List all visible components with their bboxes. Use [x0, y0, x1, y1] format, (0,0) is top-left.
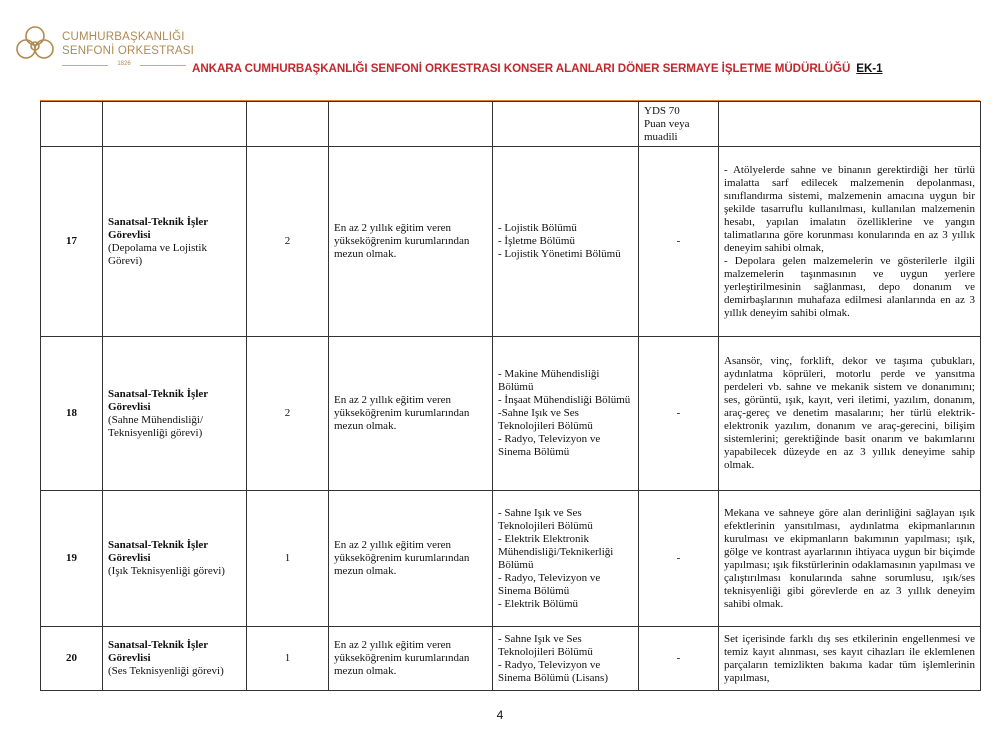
education-requirement: En az 2 yıllık eğitim veren yükseköğrenim kurumlarından mezun olmak. [329, 147, 493, 337]
description-paragraph: Mekana ve sahneye göre alan derinliğini sağlayan ışık efektlerinin yansıtılması, aydınlatma ekipmanlarının kurulması ve ekipmanların bakımının yapılması; ışık, gölge ve kontrast ayarlarının ihtiyaca uygun bir biçimde yapılması; ışık fikstürlerinin odaklamasının yapılması ve çalıştırılması konularında sahne sorumlusu, ışık/ses teknisyenliği gibi görevlerde en az 3 yıllık deneyim sahibi olmak. [724, 506, 975, 610]
row-number: 17 [41, 147, 103, 337]
department-item: - İnşaat Mühendisliği Bölümü [498, 394, 631, 406]
position-title: Sanatsal-Teknik İşler Görevlisi [108, 387, 208, 413]
department-item: - Lojistik Bölümü [498, 222, 577, 234]
position-cell [103, 627, 247, 691]
document-title [192, 62, 883, 75]
description-paragraph: Set içerisinde farklı dış ses etkilerinin engellenmesi ve temiz kayıt alınması, ses kayıt cihazları ile eklemlenen parçaların temizlikten bakıma kadar tüm işlemlerinin yapılması, [724, 632, 975, 684]
cell [41, 102, 103, 147]
yds-line: muadili [644, 130, 678, 143]
position-subtitle: (Işık Teknisyenliği görevi) [108, 565, 225, 577]
department-item: - Lojistik Yönetimi Bölümü [498, 248, 621, 260]
department-item: - Sahne Işık ve Ses Teknolojileri Bölümü [498, 506, 593, 532]
department-item: - Radyo, Televizyon ve Sinema Bölümü (Lisans) [498, 658, 608, 684]
education-requirement: En az 2 yıllık eğitim veren yükseköğrenim kurumlarından mezun olmak. [329, 491, 493, 627]
experience-description [719, 147, 981, 337]
position-count: 1 [247, 491, 329, 627]
department-item: - Makine Mühendisliği Bölümü [498, 368, 600, 393]
department-item: - Radyo, Televizyon ve Sinema Bölümü [498, 433, 601, 458]
departments-cell [493, 337, 639, 491]
experience-description [719, 491, 981, 627]
yds-line: YDS 70 [644, 104, 680, 117]
description-paragraph: - Atölyelerde sahne ve binanın gerektirdiği her türlü imalatta sarf edilecek malzemenin depolanması, sınıflandırma sistemi, malzemenin amacına uygun bir şekilde tasarruflu kullanılması, kullanılan malzemenin hesabı, yapılan imalatın özelliklerine ve yangın talimatlarına göre korunması konularında en az 3 yıllık deneyim sahibi olmak, [724, 163, 975, 254]
language-requirement: - [639, 491, 719, 627]
row-number: 19 [41, 491, 103, 627]
orchestra-logo [12, 22, 212, 78]
table-row [41, 147, 981, 337]
departments-cell [493, 627, 639, 691]
logo-emblem-icon [12, 22, 58, 68]
title-text: ANKARA CUMHURBAŞKANLIĞI SENFONİ ORKESTRASI KONSER ALANLARI DÖNER SERMAYE İŞLETME MÜDÜRLÜĞÜ [192, 62, 851, 75]
education-requirement: En az 2 yıllık eğitim veren yükseköğrenim kurumlarından mezun olmak. [329, 627, 493, 691]
departments-cell [493, 491, 639, 627]
row-number: 18 [41, 337, 103, 491]
page-header [0, 0, 1000, 100]
department-item: - Radyo, Televizyon ve Sinema Bölümü [498, 571, 601, 597]
position-cell [103, 337, 247, 491]
table-row [41, 337, 981, 491]
department-item: - Elektrik Elektronik Mühendisliği/Teknikerliği Bölümü [498, 532, 614, 571]
department-item: -Sahne Işık ve Ses Teknolojileri Bölümü [498, 407, 593, 432]
position-count: 2 [247, 147, 329, 337]
education-requirement: En az 2 yıllık eğitim veren yükseköğrenim kurumlarından mezun olmak. [329, 337, 493, 491]
department-item: - Sahne Işık ve Ses Teknolojileri Bölümü [498, 632, 593, 658]
yds-line: Puan veya [644, 117, 690, 130]
position-subtitle: (Ses Teknisyenliği görevi) [108, 665, 224, 677]
language-requirement: - [639, 627, 719, 691]
department-item: - Elektrik Bölümü [498, 597, 579, 610]
experience-description [719, 627, 981, 691]
annex-label: EK-1 [856, 62, 883, 75]
cell [493, 102, 639, 147]
description-paragraph: Asansör, vinç, forklift, dekor ve taşıma çubukları, aydınlatma köprüleri, motorlu perde ve yansıtma perdeleri vb. sahne ve mekanik sistem ve donanımını; ses, görüntü, ışık, kayıt, veri iletimi, yazılım, donanım, araç-gereç ve denetim masalarını; her türlü elektrik-elektronik yazılım, donanım ve araç-gerecini, bilişim sistemlerini; gerektiğinde basit onarım ve bakımlarını yapabilecek düzeyde en az 3 yıllık deneyime sahip olmak. [724, 355, 975, 471]
position-count: 2 [247, 337, 329, 491]
position-subtitle: (Depolama ve Lojistik Görevi) [108, 241, 207, 267]
position-subtitle: (Sahne Mühendisliği/ Teknisyenliği görevi) [108, 413, 204, 439]
table-row [41, 491, 981, 627]
position-title: Sanatsal-Teknik İşler Görevlisi [108, 639, 208, 664]
departments-cell [493, 147, 639, 337]
position-cell [103, 491, 247, 627]
logo-text-line2: SENFONİ ORKESTRASI [62, 45, 195, 57]
language-requirement-cell [639, 102, 719, 147]
table-row-top [41, 102, 981, 147]
logo-year: 1826 [62, 61, 186, 67]
cell [247, 102, 329, 147]
position-count: 1 [247, 627, 329, 691]
page-number: 4 [496, 708, 504, 722]
description-paragraph: - Depolara gelen malzemelerin ve gösterilerle ilgili malzemelerin taşınmasının ve uygun yerlere yerleştirilmesinin sağlanması, depo donanım ve demirbaşlarının muhafaza edilmesi alanlarında en az 3 yıllık deneyim sahibi olmak. [724, 254, 975, 319]
department-item: - İşletme Bölümü [498, 235, 575, 247]
language-requirement: - [639, 147, 719, 337]
positions-table [40, 101, 981, 691]
position-title: Sanatsal-Teknik İşler Görevlisi [108, 539, 208, 564]
position-cell [103, 147, 247, 337]
position-title: Sanatsal-Teknik İşler Görevlisi [108, 215, 208, 241]
language-requirement: - [639, 337, 719, 491]
logo-text-line1: CUMHURBAŞKANLIĞI [62, 31, 185, 43]
experience-description [719, 337, 981, 491]
cell [329, 102, 493, 147]
cell [103, 102, 247, 147]
row-number: 20 [41, 627, 103, 691]
cell [719, 102, 981, 147]
table-row [41, 627, 981, 691]
